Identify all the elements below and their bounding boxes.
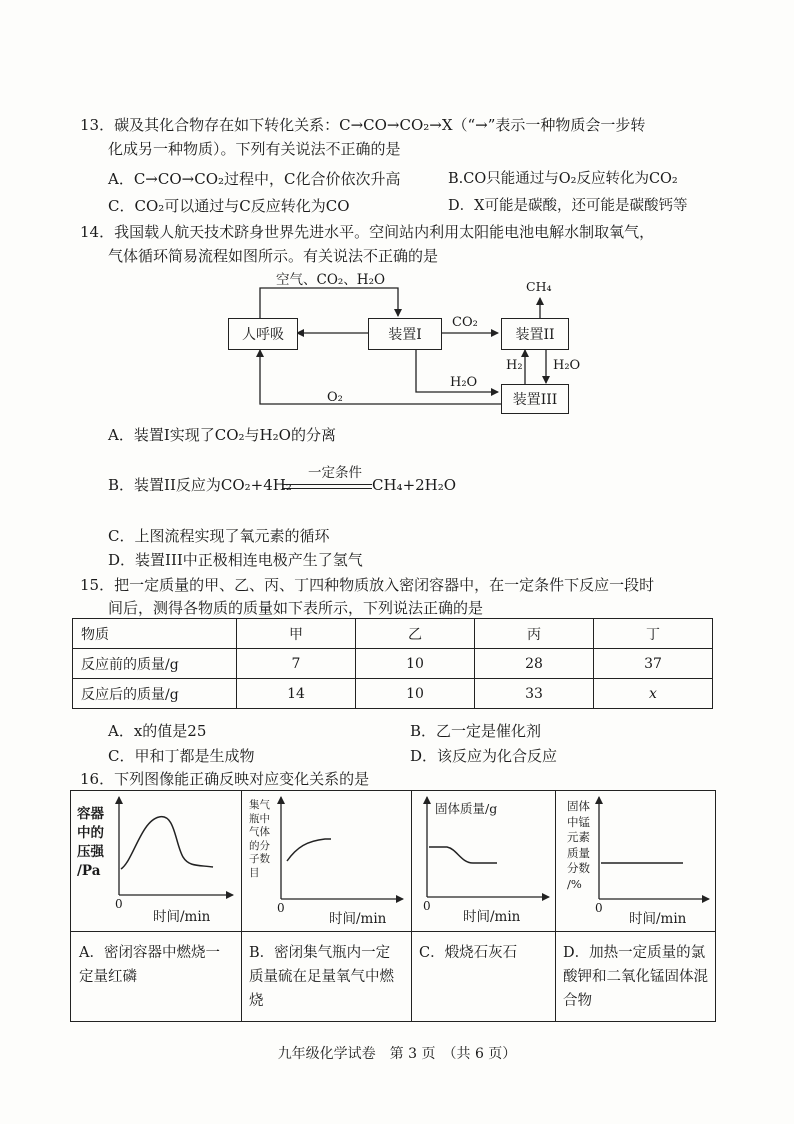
ylabel-line: 子数 xyxy=(249,853,270,865)
ylabel-line: 容器 xyxy=(77,806,104,822)
q15-stem-line1: 15．把一定质量的甲、乙、丙、丁四种物质放入密闭容器中，在一定条件下反应一段时 xyxy=(80,576,655,594)
table-cell: 14 xyxy=(237,679,356,709)
q14-option-c: C．上图流程实现了氧元素的循环 xyxy=(108,527,330,545)
graph-d-caption: D．加热一定质量的氯酸钾和二氧化锰固体混合物 xyxy=(563,945,708,1009)
graph-a-origin: 0 xyxy=(115,897,123,911)
graph-c-ylabel: 固体质量/g xyxy=(435,801,498,816)
table-cell: 反应后的质量/g xyxy=(73,679,237,709)
graph-a xyxy=(71,791,242,1021)
box-person-breathing: 人呼吸 xyxy=(228,318,298,350)
label-h2o-bottom: H₂O xyxy=(450,375,478,390)
ylabel-line: 中锰 xyxy=(567,814,590,829)
ylabel-line: 元素 xyxy=(567,830,590,844)
label-ch4: CH₄ xyxy=(526,279,552,294)
graph-d-origin: 0 xyxy=(595,901,603,915)
q16-stem: 16．下列图像能正确反映对应变化关系的是 xyxy=(80,770,370,788)
page-footer: 九年级化学试卷 第 3 页 （共 6 页） xyxy=(277,1046,517,1062)
q14-option-b-equals xyxy=(282,484,372,489)
ylabel-line: 压强 xyxy=(77,844,104,860)
table-cell: 丁 xyxy=(594,619,713,649)
arrow-person-to-dev1-top xyxy=(260,288,398,318)
q15-option-c: C．甲和丁都是生成物 xyxy=(108,747,255,765)
ylabel-line: 集气 xyxy=(249,799,270,811)
q14-stem-line2: 气体循环简易流程如图所示。有关说法不正确的是 xyxy=(108,247,439,265)
q13-option-c: C．CO₂可以通过与C反应转化为CO xyxy=(108,197,350,215)
q16-graph-grid xyxy=(70,790,716,1022)
label-h2o-right: H₂O xyxy=(553,358,581,373)
graph-b-origin: 0 xyxy=(277,901,285,915)
graph-c xyxy=(411,791,556,1021)
ylabel-line: 气体 xyxy=(249,826,270,838)
q14-option-b-prefix: B．装置II反应为CO₂+4H₂ xyxy=(108,476,292,494)
q13-option-d: D．X可能是碳酸，还可能是碳酸钙等 xyxy=(448,198,688,214)
ylabel-line: 分数 xyxy=(567,861,590,875)
table-cell: 丙 xyxy=(475,619,594,649)
table-cell: 7 xyxy=(237,649,356,679)
table-cell: 10 xyxy=(356,679,475,709)
table-cell: 甲 xyxy=(237,619,356,649)
box-device-3: 装置III xyxy=(501,384,569,414)
label-co2: CO₂ xyxy=(452,315,478,330)
q13-stem-line2: 化成另一种物质）。下列有关说法不正确的是 xyxy=(108,140,401,158)
ylabel-line: /Pa xyxy=(77,863,101,879)
graph-d xyxy=(555,791,715,1021)
ylabel-line: 质量 xyxy=(567,845,590,860)
graph-c-caption: C．煅烧石灰石 xyxy=(419,945,518,961)
table-row xyxy=(73,679,713,709)
graph-b-caption: B．密闭集气瓶内一定质量硫在足量氧气中燃烧 xyxy=(249,945,394,1009)
graph-c-origin: 0 xyxy=(423,899,431,913)
table-cell: x xyxy=(594,679,713,709)
graph-a-curve xyxy=(121,817,213,869)
graph-d-xlabel: 时间/min xyxy=(629,911,687,927)
label-air-co2-h2o: 空气、CO₂、H₂O xyxy=(276,272,386,288)
q15-option-b: B．乙一定是催化剂 xyxy=(410,722,542,740)
box-device-1: 装置I xyxy=(368,318,442,350)
table-header-row xyxy=(73,619,713,649)
ylabel-line: 固体 xyxy=(567,799,590,813)
graph-c-xlabel: 时间/min xyxy=(463,909,521,925)
q15-stem-line2: 间后，测得各物质的质量如下表所示，下列说法正确的是 xyxy=(108,599,484,617)
ylabel-line: 瓶中 xyxy=(249,812,270,825)
label-o2: O₂ xyxy=(327,390,343,405)
q14-option-b-suffix: CH₄+2H₂O xyxy=(372,476,457,494)
q13-option-a: A．C→CO→CO₂过程中，C化合价依次升高 xyxy=(108,170,401,188)
graph-b xyxy=(241,791,412,1021)
table-cell: 37 xyxy=(594,649,713,679)
q14-option-a: A．装置I实现了CO₂与H₂O的分离 xyxy=(108,426,336,444)
label-h2: H₂ xyxy=(506,358,523,373)
ylabel-line: 中的 xyxy=(77,825,104,841)
q15-mass-table xyxy=(72,618,713,709)
table-cell: 反应前的质量/g xyxy=(73,649,237,679)
q14-option-d: D．装置III中正极相连电极产生了氢气 xyxy=(108,551,363,569)
graph-a-xlabel: 时间/min xyxy=(153,909,211,925)
ylabel-line: 的分 xyxy=(249,839,270,852)
q14-stem-line1: 14．我国载人航天技术跻身世界先进水平。空间站内利用太阳能电池电解水制取氧气， xyxy=(80,223,655,241)
table-cell: 33 xyxy=(475,679,594,709)
box-device-2: 装置II xyxy=(501,318,569,350)
q14-option-b-condition: 一定条件 xyxy=(308,465,362,481)
q13-stem-line1: 13．碳及其化合物存在如下转化关系：C→CO→CO₂→X（“→”表示一种物质会一步转 xyxy=(80,116,646,134)
graph-a-caption: A．密闭容器中燃烧一定量红磷 xyxy=(79,945,220,985)
table-cell: 物质 xyxy=(73,619,237,649)
ylabel-line: /% xyxy=(567,876,582,891)
q13-option-b: B.CO只能通过与O₂反应转化为CO₂ xyxy=(448,171,678,187)
graph-c-curve xyxy=(429,847,497,863)
q15-option-d: D．该反应为化合反应 xyxy=(410,747,558,765)
table-cell: 乙 xyxy=(356,619,475,649)
graph-b-curve xyxy=(287,839,331,861)
table-row xyxy=(73,649,713,679)
table-cell: 10 xyxy=(356,649,475,679)
table-cell: 28 xyxy=(475,649,594,679)
graph-b-xlabel: 时间/min xyxy=(329,911,387,927)
q15-option-a: A．x的值是25 xyxy=(108,722,207,740)
ylabel-line: 目 xyxy=(249,866,260,879)
